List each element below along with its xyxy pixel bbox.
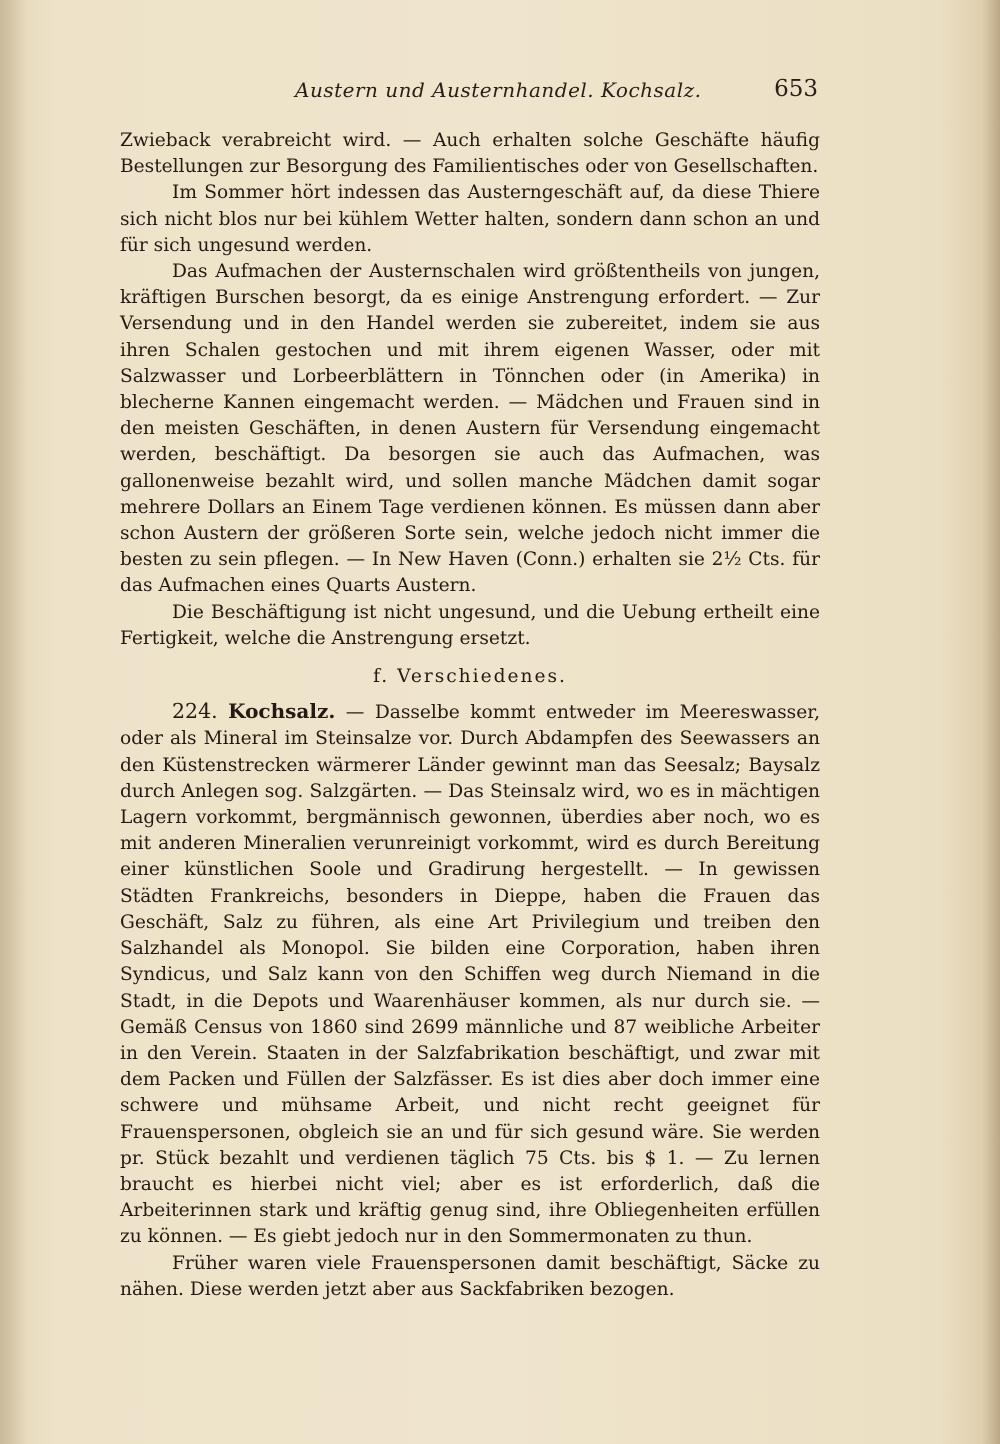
page-edge-shadow (982, 0, 1000, 1444)
last-paragraph: Früher waren viele Frauenspersonen damit beschäftigt, Säcke zu nähen. Diese werden jetzt aber aus Sackfabriken bezogen. (120, 1252, 820, 1300)
page-header (120, 76, 820, 112)
entry-224 (120, 698, 820, 1250)
page-number: 653 (774, 76, 818, 102)
paragraph-1: Zwieback verabreicht wird. — Auch erhalten solche Geschäfte häufig Bestellungen zur Besorgung des Familientisches oder von Gesellschaften. (120, 130, 820, 178)
paragraph-4: Die Beschäftigung ist nicht ungesund, und die Uebung ertheilt eine Fertigkeit, welche die Anstrengung ersetzt. (120, 601, 820, 649)
page-body (120, 128, 820, 1303)
paragraph-2: Im Sommer hört indessen das Austerngeschäft auf, da diese Thiere sich nicht blos nur bei kühlem Wetter halten, sondern dann schon an und für sich ungesund werden. (120, 182, 820, 256)
binding-shadow (0, 0, 28, 1444)
entry-text: — Dasselbe kommt entweder im Meereswasser, oder als Mineral im Steinsalze vor. Durch Abdampfen des Seewassers an den Küstenstrecken wärmerer Länder gewinnt man das Seesalz; Baysalz durch Anlegen sog. Salzgärten. — Das Steinsalz wird, wo es in mächtigen Lagern vorkommt, bergmännisch gewonnen, überdies aber noch, wo es mit anderen Mineralien verunreinigt vorkommt, wird es durch Bereitung einer künstlichen Soole und Gradirung hergestellt. — In gewissen Städten Frankreichs, besonders in Dieppe, haben die Frauen das Geschäft, Salz zu führen, als eine Art Privilegium und treiben den Salzhandel als Monopol. Sie bilden eine Corporation, haben ihren Syndicus, und Salz kann von den Schiffen weg durch Niemand in die Stadt, in die Depots und Waarenhäuser kommen, als nur durch sie. — Gemäß Census von 1860 sind 2699 männliche und 87 weibliche Arbeiter in den Verein. Staaten in der Salzfabrikation beschäftigt, und zwar mit dem Packen und Füllen der Salzfässer. Es ist dies aber doch immer eine schwere und mühsame Arbeit, und nicht recht geeignet für Frauenspersonen, obgleich sie an und für sich gesund wäre. Sie werden pr. Stück bezahlt und verdienen täglich 75 Cts. bis $ 1. — Zu lernen braucht es hierbei nicht viel; aber es ist erforderlich, daß die Arbeiterinnen stark und kräftig genug sind, ihre Obliegenheiten erfüllen zu können. — Es giebt jedoch nur in den Sommermonaten zu thun. (120, 702, 820, 1248)
running-head: Austern und Austernhandel. Kochsalz. (295, 78, 702, 102)
entry-keyword: Kochsalz. (228, 699, 336, 724)
section-heading: f. Verschiedenes. (373, 666, 567, 688)
entry-number: 224. (172, 699, 218, 724)
paragraph-3: Das Aufmachen der Austernschalen wird größtentheils von jungen, kräftigen Burschen besorgt, da es einige Anstrengung erfordert. — Zur Versendung und in den Handel werden sie zubereitet, indem sie aus ihren Schalen gestochen und mit ihrem eigenen Wasser, oder mit Salzwasser und Lorbeerblättern in Tönnchen oder (in Amerika) in blecherne Kannen eingemacht werden. — Mädchen und Frauen sind in den meisten Geschäften, in denen Austern für Versendung eingemacht werden, beschäftigt. Da besorgen sie auch das Aufmachen, was gallonenweise bezahlt wird, und sollen manche Mädchen damit sogar mehrere Dollars an Einem Tage verdienen können. Es müssen dann aber schon Austern der größeren Sorte sein, welche jedoch nicht immer die besten zu sein pflegen. — In New Haven (Conn.) erhalten sie 2½ Cts. für das Aufmachen eines Quarts Austern. (120, 261, 820, 597)
